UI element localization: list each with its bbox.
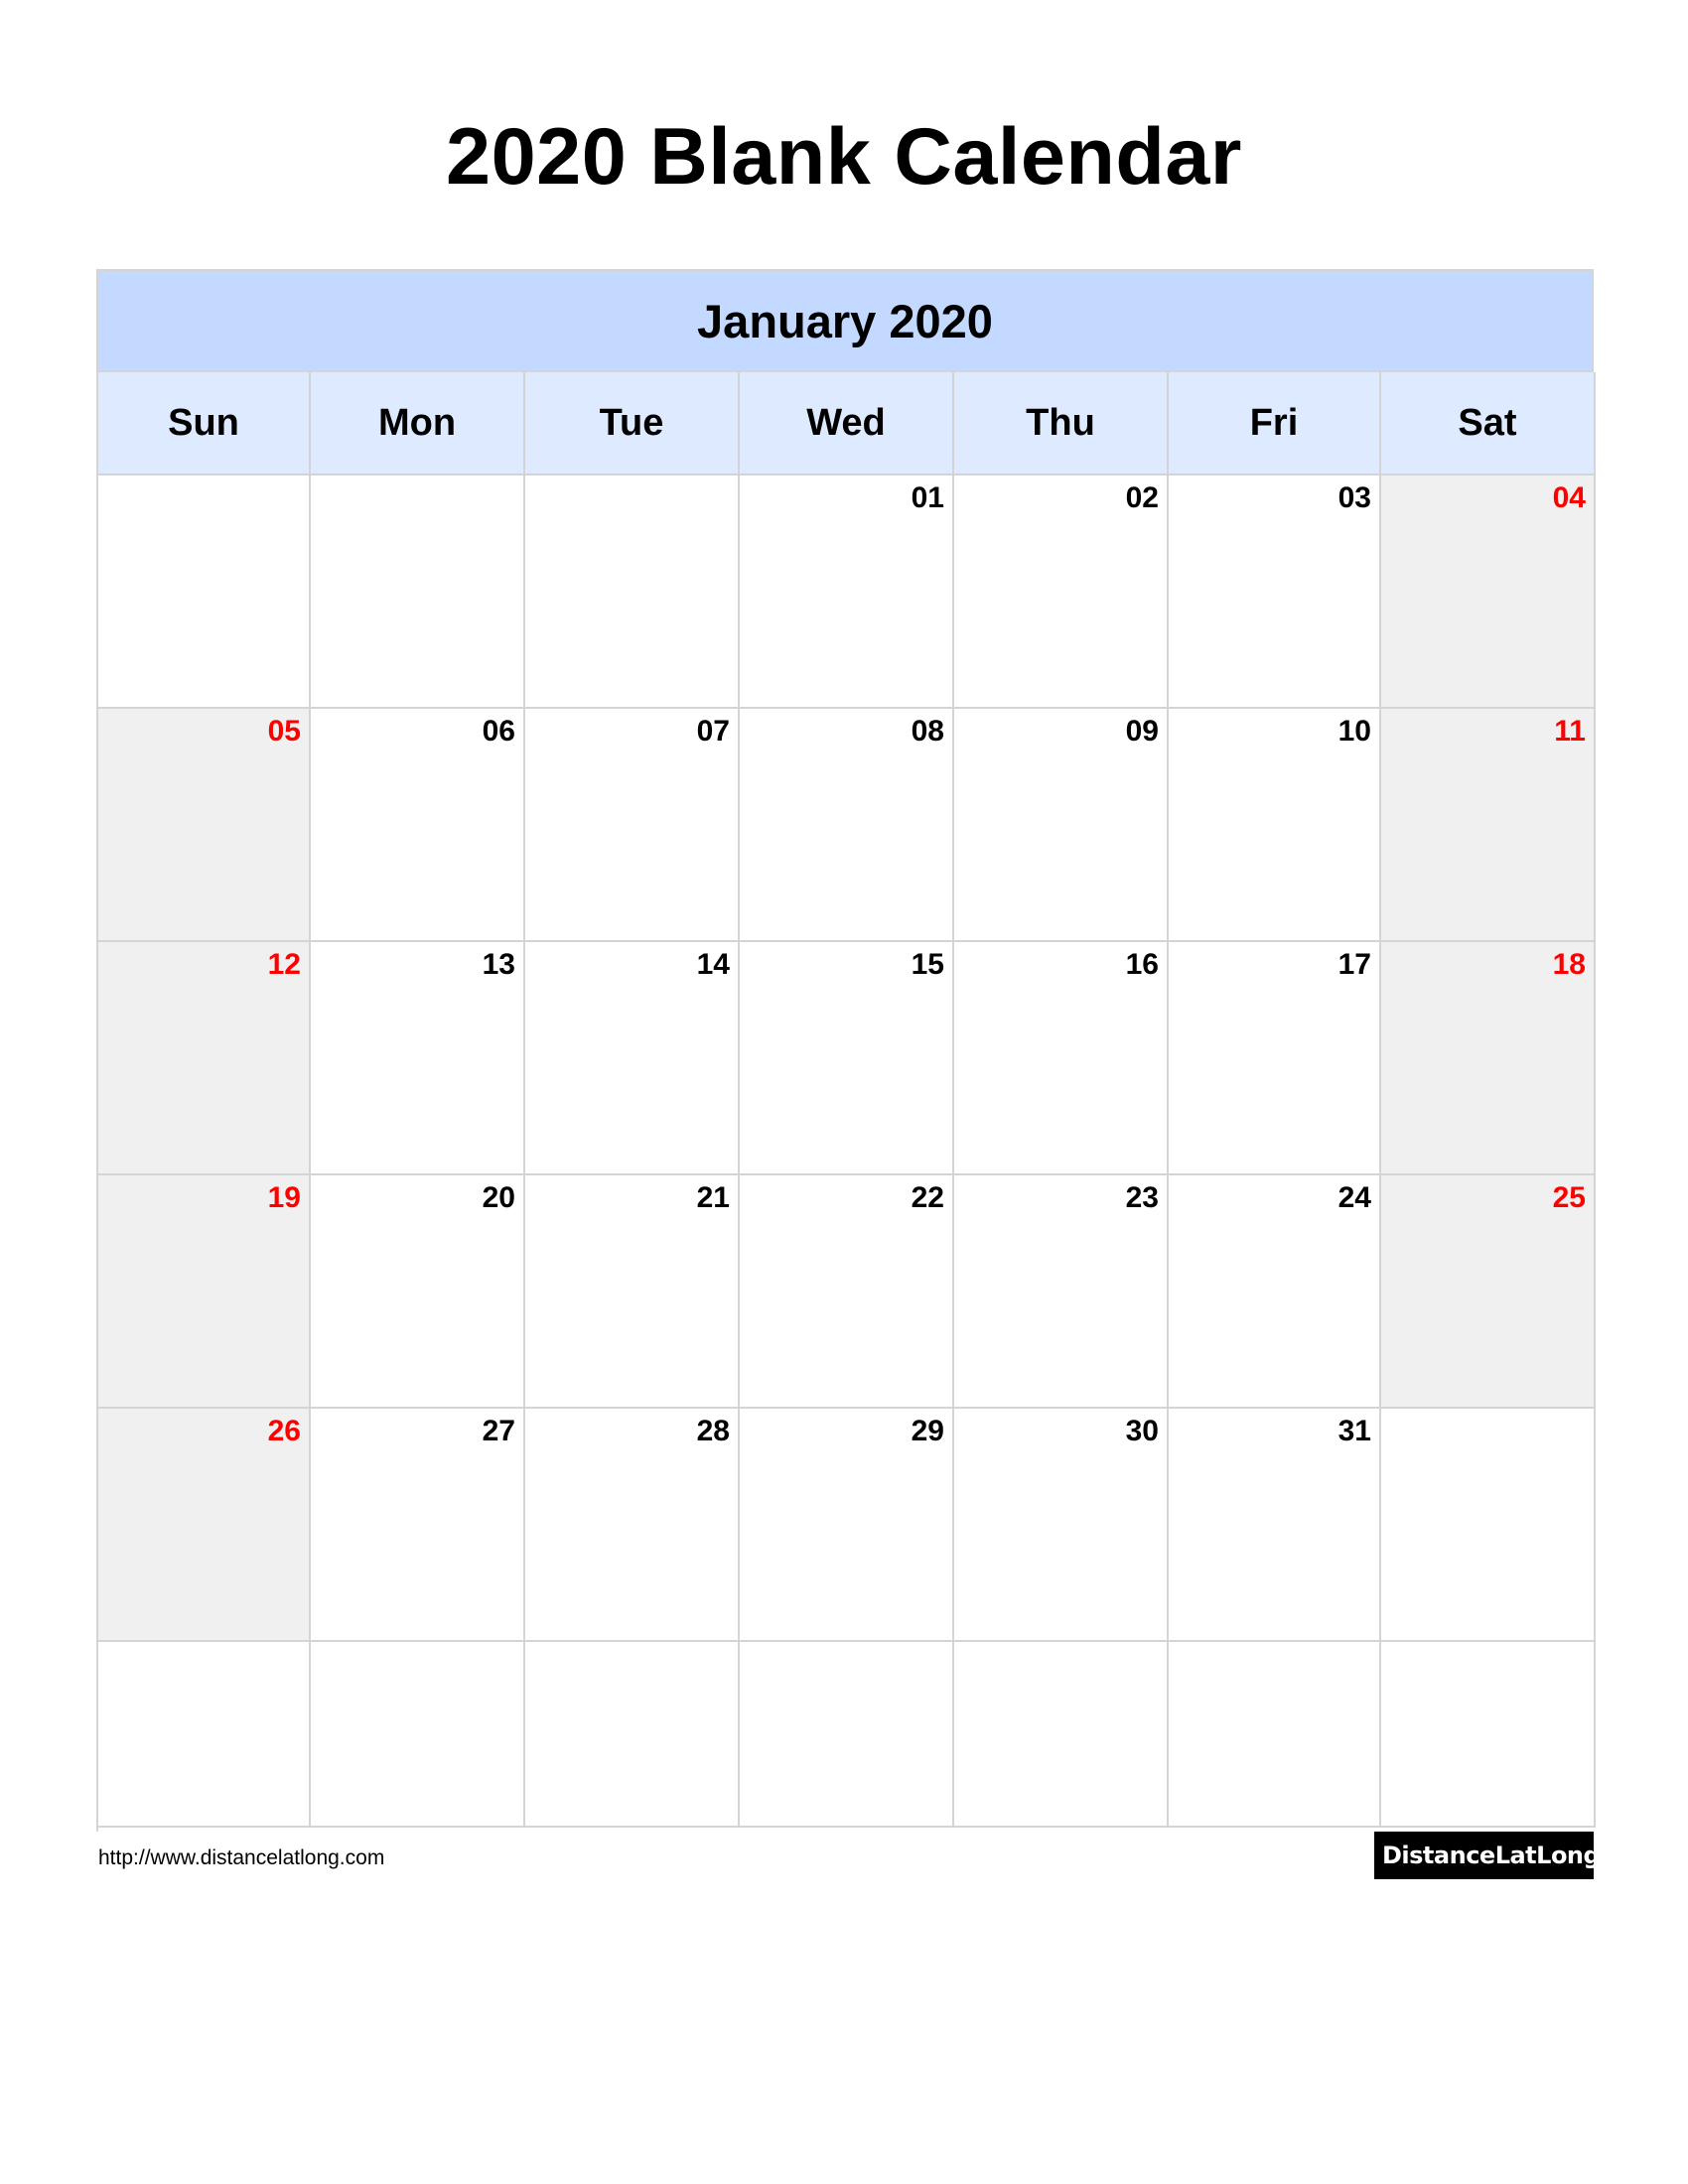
day-number: 28 bbox=[696, 1415, 730, 1447]
day-cell bbox=[1381, 1642, 1596, 1828]
day-number: 14 bbox=[696, 948, 730, 981]
weekday-thu: Thu bbox=[954, 372, 1169, 476]
day-cell bbox=[525, 1409, 740, 1642]
day-number: 06 bbox=[482, 715, 515, 748]
day-grid bbox=[98, 476, 1594, 1828]
day-number: 13 bbox=[482, 948, 515, 981]
day-cell bbox=[740, 942, 954, 1175]
day-number: 18 bbox=[1552, 948, 1586, 981]
day-cell-weekend bbox=[1381, 476, 1596, 709]
day-cell bbox=[98, 476, 311, 709]
day-cell bbox=[525, 476, 740, 709]
day-number: 01 bbox=[911, 481, 944, 514]
day-number: 29 bbox=[911, 1415, 944, 1447]
day-cell bbox=[954, 709, 1169, 942]
day-number: 30 bbox=[1125, 1415, 1159, 1447]
day-cell-weekend bbox=[98, 1175, 311, 1409]
day-number: 12 bbox=[267, 948, 301, 981]
day-cell bbox=[1169, 1409, 1381, 1642]
day-number: 26 bbox=[267, 1415, 301, 1447]
day-cell bbox=[740, 476, 954, 709]
day-number: 11 bbox=[1554, 715, 1586, 748]
day-cell bbox=[954, 476, 1169, 709]
day-cell bbox=[311, 476, 525, 709]
day-cell bbox=[311, 709, 525, 942]
day-cell bbox=[954, 1642, 1169, 1828]
day-number: 25 bbox=[1552, 1181, 1586, 1214]
day-cell bbox=[525, 1175, 740, 1409]
day-cell bbox=[1169, 1642, 1381, 1828]
day-number: 07 bbox=[696, 715, 730, 748]
day-number: 20 bbox=[482, 1181, 515, 1214]
day-number: 24 bbox=[1337, 1181, 1371, 1214]
day-cell bbox=[311, 1642, 525, 1828]
day-cell bbox=[1169, 709, 1381, 942]
day-cell bbox=[311, 1409, 525, 1642]
day-cell bbox=[954, 1175, 1169, 1409]
day-cell-weekend bbox=[98, 1409, 311, 1642]
day-cell bbox=[1169, 942, 1381, 1175]
day-number: 10 bbox=[1337, 715, 1371, 748]
day-cell bbox=[525, 942, 740, 1175]
day-number: 02 bbox=[1125, 481, 1159, 514]
distancelatlong-logo bbox=[1374, 1832, 1601, 1879]
day-number: 17 bbox=[1337, 948, 1371, 981]
day-cell bbox=[311, 942, 525, 1175]
day-cell bbox=[954, 942, 1169, 1175]
month-title: January 2020 bbox=[98, 271, 1594, 372]
day-cell bbox=[525, 1642, 740, 1828]
day-cell bbox=[1381, 1409, 1596, 1642]
weekday-sun: Sun bbox=[98, 372, 311, 476]
day-cell-weekend bbox=[98, 709, 311, 942]
weekday-sat: Sat bbox=[1381, 372, 1596, 476]
day-number: 21 bbox=[696, 1181, 730, 1214]
day-cell bbox=[740, 1409, 954, 1642]
day-number: 31 bbox=[1337, 1415, 1371, 1447]
day-cell bbox=[954, 1409, 1169, 1642]
day-number: 22 bbox=[911, 1181, 944, 1214]
day-cell bbox=[740, 1175, 954, 1409]
day-number: 23 bbox=[1125, 1181, 1159, 1214]
weekday-wed: Wed bbox=[740, 372, 954, 476]
day-number: 15 bbox=[911, 948, 944, 981]
weekday-mon: Mon bbox=[311, 372, 525, 476]
day-cell bbox=[740, 1642, 954, 1828]
day-cell bbox=[1169, 476, 1381, 709]
day-cell bbox=[740, 709, 954, 942]
footer-url: http://www.distancelatlong.com bbox=[98, 1846, 385, 1869]
weekday-fri: Fri bbox=[1169, 372, 1381, 476]
day-number: 08 bbox=[911, 715, 944, 748]
day-cell bbox=[525, 709, 740, 942]
day-number: 19 bbox=[267, 1181, 301, 1214]
day-cell-weekend bbox=[1381, 942, 1596, 1175]
day-cell bbox=[98, 1642, 311, 1828]
day-number: 09 bbox=[1125, 715, 1159, 748]
page-title: 2020 Blank Calendar bbox=[446, 112, 1242, 202]
day-cell bbox=[311, 1175, 525, 1409]
weekday-header-row bbox=[98, 372, 1594, 476]
month-calendar bbox=[96, 269, 1594, 1832]
day-number: 05 bbox=[267, 715, 301, 748]
day-cell-weekend bbox=[98, 942, 311, 1175]
day-number: 16 bbox=[1125, 948, 1159, 981]
day-number: 04 bbox=[1552, 481, 1586, 514]
weekday-tue: Tue bbox=[525, 372, 740, 476]
day-cell-weekend bbox=[1381, 709, 1596, 942]
day-number: 03 bbox=[1337, 481, 1371, 514]
day-number: 27 bbox=[482, 1415, 515, 1447]
day-cell-weekend bbox=[1381, 1175, 1596, 1409]
logo-text: DistanceLatLong bbox=[1382, 1842, 1601, 1869]
day-cell bbox=[1169, 1175, 1381, 1409]
